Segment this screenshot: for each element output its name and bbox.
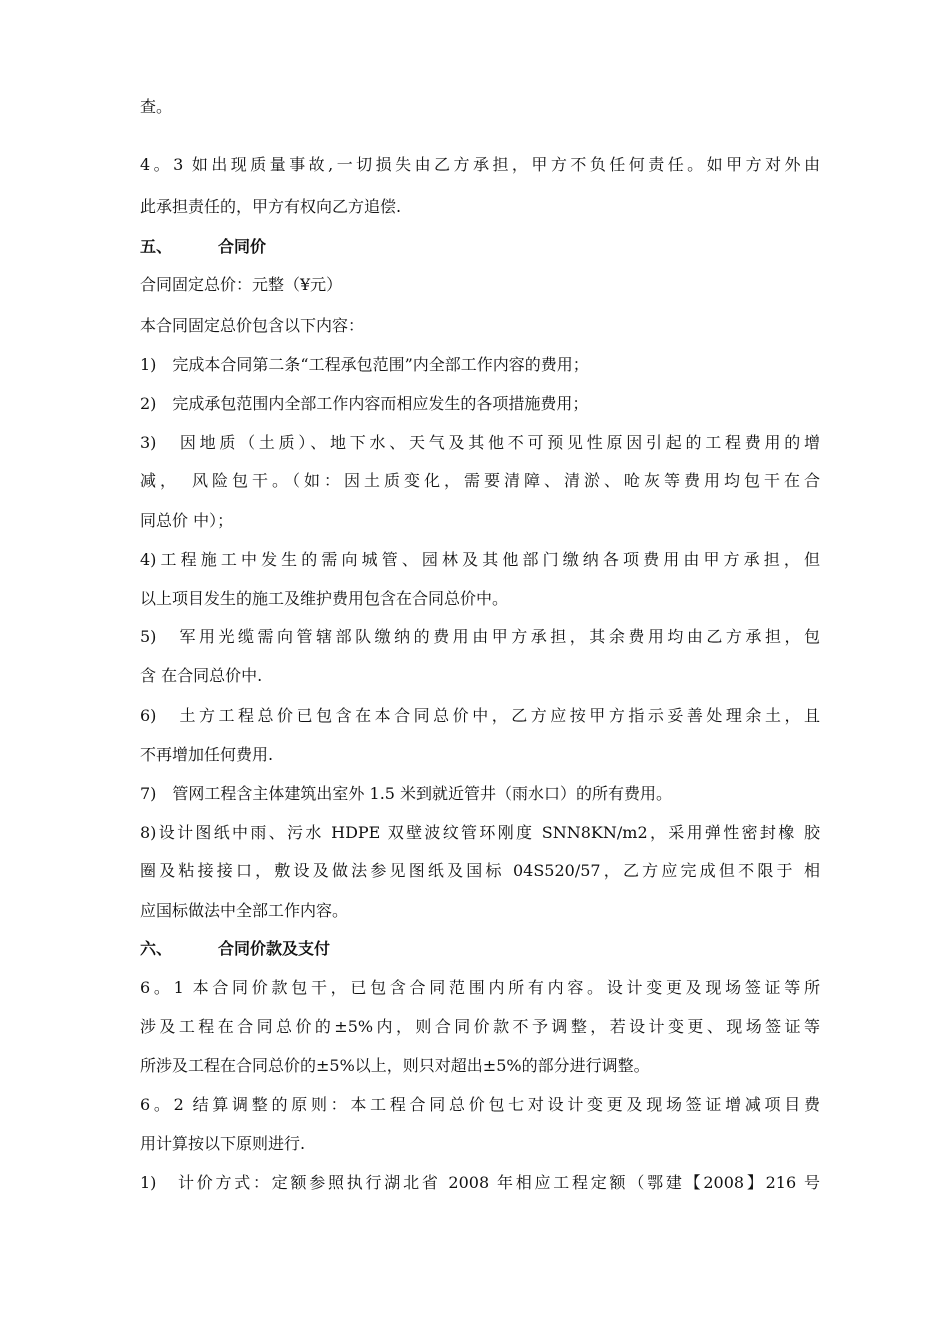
text-line: 1) 完成本合同第二条“工程承包范围”内全部工作内容的费用； (140, 355, 589, 374)
text-line: 查。 (140, 97, 173, 116)
section-number: 六、 (140, 939, 173, 958)
text-line: 3) 因地质（土质）、地下水、天气及其他不可预见性原因引起的工程费用的增 (140, 433, 820, 452)
text-line: 同总价 中）； (140, 511, 234, 530)
text-line: 2) 完成承包范围内全部工作内容而相应发生的各项措施费用； (140, 394, 589, 413)
text-line: 涉及工程在合同总价的±5%内，则合同价款不予调整，若设计变更、现场签证等 (140, 1017, 820, 1036)
section-title: 合同价款及支付 (218, 939, 331, 958)
text-line: 8)设计图纸中雨、污水 HDPE 双壁波纹管环刚度 SNN8KN/m2，采用弹性密封橡 胶 (140, 823, 820, 842)
text-line: 所涉及工程在合同总价的±5%以上，则只对超出±5%的部分进行调整。 (140, 1056, 650, 1075)
text-line: 合同固定总价：元整（¥元） (140, 275, 343, 294)
section-number: 五、 (140, 237, 173, 256)
text-line: 6。2 结算调整的原则：本工程合同总价包七对设计变更及现场签证增减项目费 (140, 1095, 820, 1114)
text-line: 以上项目发生的施工及维护费用包含在合同总价中。 (140, 589, 509, 608)
section-heading-5 (140, 236, 820, 258)
text-line: 不再增加任何费用. (140, 745, 274, 764)
text-line: 此承担责任的，甲方有权向乙方追偿. (140, 197, 402, 216)
text-line: 1) 计价方式：定额参照执行湖北省 2008 年相应工程定额（鄂建【2008】216 号 (140, 1173, 820, 1192)
text-line: 7) 管网工程含主体建筑出室外 1.5 米到就近管井（雨水口）的所有费用。 (140, 784, 673, 803)
section-heading-6 (140, 938, 820, 960)
text-line: 用计算按以下原则进行. (140, 1134, 306, 1153)
text-line: 6。1 本合同价款包干，已包含合同范围内所有内容。设计变更及现场签证等所 (140, 978, 820, 997)
text-line: 6) 土方工程总价已包含在本合同总价中，乙方应按甲方指示妥善处理余土，且 (140, 706, 820, 725)
text-line: 5) 军用光缆需向管辖部队缴纳的费用由甲方承担，其余费用均由乙方承担，包 (140, 627, 820, 646)
text-line: 应国标做法中全部工作内容。 (140, 901, 349, 920)
text-line: 圈及粘接接口，敷设及做法参见图纸及国标 04S520/57，乙方应完成但不限于 相 (140, 861, 820, 880)
text-line: 4。3 如出现质量事故,一切损失由乙方承担，甲方不负任何责任。如甲方对外由 (140, 155, 820, 174)
text-line: 减， 风险包干。（如：因土质变化，需要清障、清淤、呛灰等费用均包干在合 (140, 471, 820, 490)
text-line: 本合同固定总价包含以下内容： (140, 316, 365, 335)
section-title: 合同价 (218, 237, 267, 256)
text-line: 4)工程施工中发生的需向城管、园林及其他部门缴纳各项费用由甲方承担，但 (140, 550, 820, 569)
text-line: 含 在合同总价中. (140, 666, 263, 685)
